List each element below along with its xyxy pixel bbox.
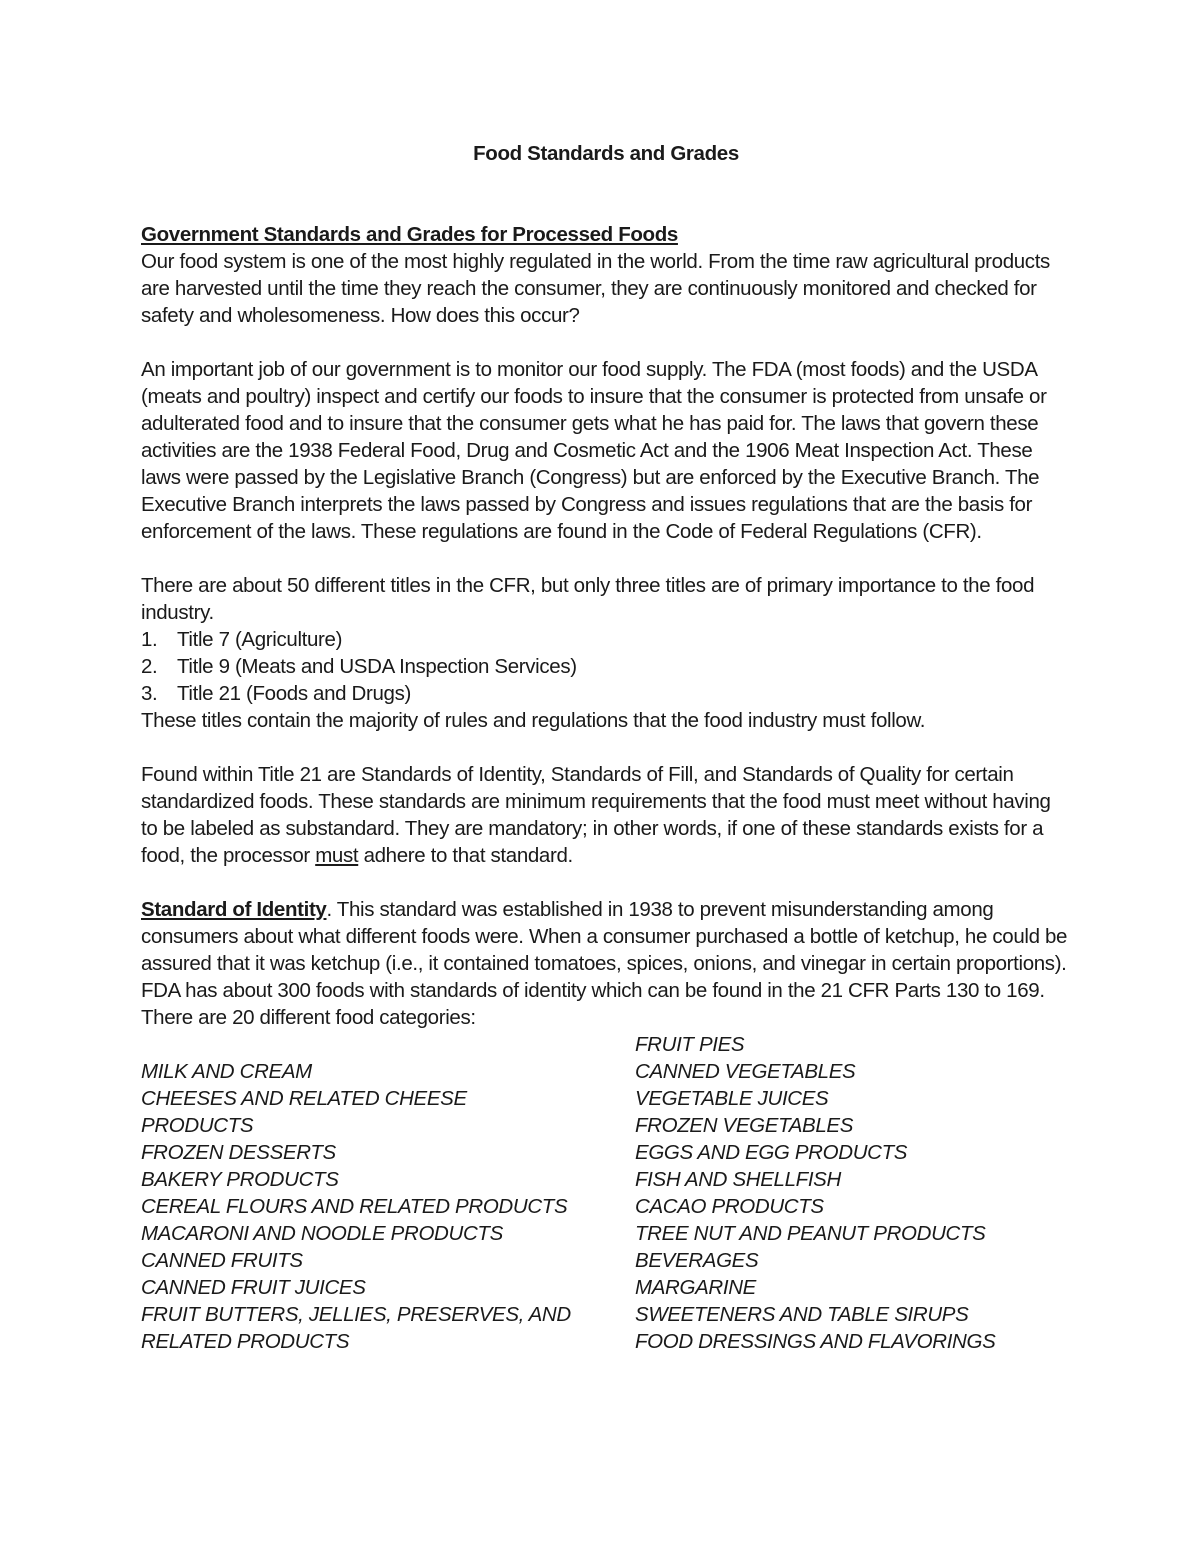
paragraph-title-21-standards: [141, 761, 1071, 869]
paragraph-text-before: Found within Title 21 are Standards of Identity, Standards of Fill, and Standards of Quality for certain standardized foods. These standards are minimum requirements that the food must meet without having to be labeled as substandard. They are mandatory; in other words, if one of these standards exists for a food, the processor: [141, 763, 1051, 867]
list-item: MACARONI AND NOODLE PRODUCTS: [141, 1222, 503, 1245]
paragraph-cfr-titles: There are about 50 different titles in the CFR, but only three titles are of primary importance to the food industry.: [141, 574, 1035, 624]
list-item: [141, 653, 1071, 680]
paragraph-standard-of-identity: [141, 896, 1071, 1031]
list-item: CANNED VEGETABLES: [635, 1060, 856, 1083]
food-categories: [141, 1031, 1071, 1355]
list-item: FISH AND SHELLFISH: [635, 1168, 841, 1191]
section-heading-text: Government Standards and Grades for Processed Foods: [141, 223, 678, 246]
list-item: FOOD DRESSINGS AND FLAVORINGS: [635, 1330, 996, 1353]
list-item: CHEESES AND RELATED CHEESE: [141, 1087, 467, 1110]
list-item: MILK AND CREAM: [141, 1060, 312, 1083]
food-categories-right-column: [635, 1031, 1071, 1355]
list-number: 2.: [141, 655, 158, 678]
list-item: FROZEN VEGETABLES: [635, 1114, 854, 1137]
food-categories-left-column: [141, 1031, 635, 1355]
section-heading-processed-foods: [141, 221, 1071, 248]
list-item: TREE NUT AND PEANUT PRODUCTS: [635, 1222, 986, 1245]
spacer: [141, 1031, 635, 1058]
list-item: SWEETENERS AND TABLE SIRUPS: [635, 1303, 969, 1326]
paragraph-text-after: adhere to that standard.: [358, 844, 573, 867]
list-item: VEGETABLE JUICES: [635, 1087, 829, 1110]
list-number: 3.: [141, 682, 158, 705]
list-item: FROZEN DESSERTS: [141, 1141, 336, 1164]
list-item: FRUIT BUTTERS, JELLIES, PRESERVES, AND: [141, 1303, 571, 1326]
standard-of-identity-body: . This standard was established in 1938 to prevent misunderstanding among consumers about what different foods were. When a consumer purchased a bottle of ketchup, he could be assured that it was ketchup (i.e., it contained tomatoes, spices, onions, and vinegar in certain proportions). FDA has about 300 foods with standards of identity which can be found in the 21 CFR Parts 130 to 169. There are 20 different food categories:: [141, 898, 1068, 1029]
list-item: CEREAL FLOURS AND RELATED PRODUCTS: [141, 1195, 568, 1218]
list-item: EGGS AND EGG PRODUCTS: [635, 1141, 908, 1164]
list-item: CANNED FRUIT JUICES: [141, 1276, 366, 1299]
list-item: CANNED FRUITS: [141, 1249, 303, 1272]
list-item: CACAO PRODUCTS: [635, 1195, 824, 1218]
paragraph-food-system: Our food system is one of the most highly regulated in the world. From the time raw agricultural products are harvested until the time they reach the consumer, they are continuously monitored and checked for safety and wholesomeness. How does this occur?: [141, 250, 1050, 327]
list-text: Title 21 (Foods and Drugs): [177, 682, 411, 705]
paragraph-government-role: An important job of our government is to monitor our food supply. The FDA (most foods) and the USDA (meats and poultry) inspect and certify our foods to insure that the consumer is protected from unsafe or adulterated food and to insure that the consumer gets what he has paid for. The laws that govern these activities are the 1938 Federal Food, Drug and Cosmetic Act and the 1906 Meat Inspection Act. These laws were passed by the Legislative Branch (Congress) but are enforced by the Executive Branch. The Executive Branch interprets the laws passed by Congress and issues regulations that are the basis for enforcement of the laws. These regulations are found in the Code of Federal Regulations (CFR).: [141, 358, 1047, 543]
list-text: Title 7 (Agriculture): [177, 628, 343, 651]
standard-of-identity-heading: Standard of Identity: [141, 898, 327, 921]
list-text: Title 9 (Meats and USDA Inspection Services): [177, 655, 577, 678]
paragraph-titles-summary: These titles contain the majority of rules and regulations that the food industry must follow.: [141, 709, 926, 732]
emphasis-must: must: [315, 844, 359, 867]
list-item: [141, 626, 1071, 653]
list-item: FRUIT PIES: [635, 1033, 745, 1056]
document-title: Food Standards and Grades: [473, 142, 739, 165]
list-item: BAKERY PRODUCTS: [141, 1168, 339, 1191]
document-page: [141, 140, 1071, 1355]
list-item: RELATED PRODUCTS: [141, 1330, 350, 1353]
list-item: BEVERAGES: [635, 1249, 759, 1272]
list-number: 1.: [141, 628, 158, 651]
list-item: MARGARINE: [635, 1276, 757, 1299]
list-item: [141, 680, 1071, 707]
list-item: PRODUCTS: [141, 1114, 254, 1137]
cfr-titles-list: [141, 626, 1071, 707]
